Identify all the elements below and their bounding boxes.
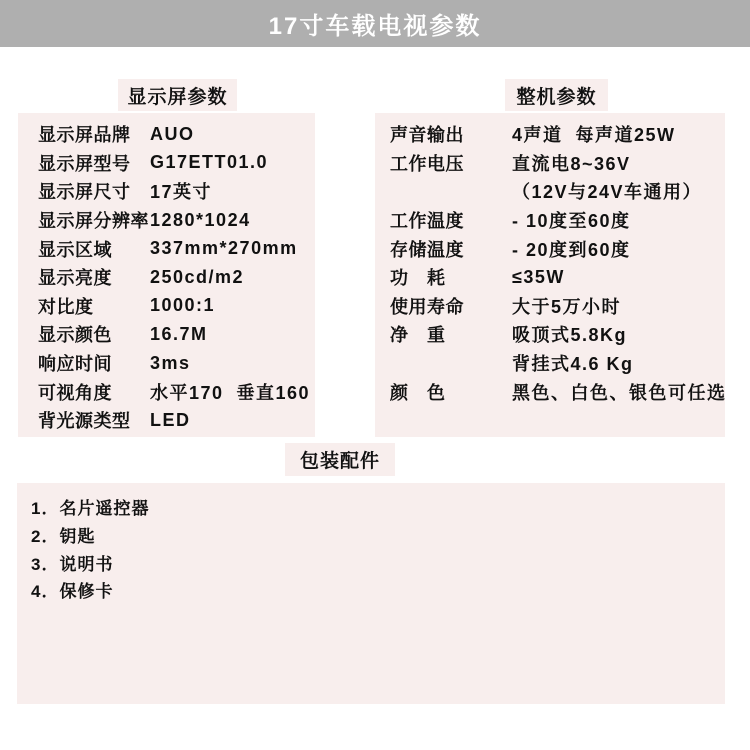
spec-label: 响应时间 xyxy=(38,354,112,375)
spec-row xyxy=(38,349,315,378)
spec-label: 功 耗 xyxy=(390,268,446,289)
spec-value: ≤35W xyxy=(512,266,565,287)
package-item: 4．保修卡 xyxy=(31,582,114,602)
spec-row xyxy=(390,120,725,149)
spec-value: 1280*1024 xyxy=(150,209,251,230)
package-panel-heading: 包装配件 xyxy=(285,443,395,476)
spec-label: 净 重 xyxy=(390,325,446,346)
spec-value: 17英寸 xyxy=(150,182,213,203)
spec-row xyxy=(390,292,725,321)
machine-panel-heading: 整机参数 xyxy=(505,79,608,111)
spec-value: 黑色、白色、银色可任选 xyxy=(512,382,727,403)
spec-label: 对比度 xyxy=(38,296,94,317)
spec-row xyxy=(38,206,315,235)
spec-row xyxy=(390,263,725,292)
display-panel xyxy=(18,113,315,437)
spec-label: 工作电压 xyxy=(390,153,464,174)
spec-value: - 20度到60度 xyxy=(512,239,631,260)
spec-value: （12V与24V车通用） xyxy=(512,182,703,203)
spec-row xyxy=(38,263,315,292)
spec-value: 直流电8~36V xyxy=(512,153,631,174)
spec-value: 337mm*270mm xyxy=(150,238,298,259)
spec-row xyxy=(38,149,315,178)
spec-label: 显示屏尺寸 xyxy=(38,182,131,203)
spec-row xyxy=(390,177,725,206)
spec-value: 250cd/m2 xyxy=(150,266,245,287)
spec-label: 显示屏分辨率 xyxy=(38,211,149,232)
spec-label: 显示屏型号 xyxy=(38,153,131,174)
spec-label: 工作温度 xyxy=(390,211,464,232)
spec-label: 显示颜色 xyxy=(38,325,112,346)
package-item: 3．说明书 xyxy=(31,554,114,574)
spec-row xyxy=(38,292,315,321)
package-panel xyxy=(17,483,725,704)
page-title: 17寸车载电视参数 xyxy=(268,13,482,40)
spec-value: 16.7M xyxy=(150,323,208,344)
spec-label: 颜 色 xyxy=(390,382,446,403)
spec-value: 背挂式4.6 Kg xyxy=(512,354,634,375)
spec-row xyxy=(38,377,315,406)
spec-label: 显示屏品牌 xyxy=(38,125,131,146)
spec-row xyxy=(390,149,725,178)
spec-label: 背光源类型 xyxy=(38,411,131,432)
spec-value: G17ETT01.0 xyxy=(150,152,269,173)
spec-row xyxy=(390,349,725,378)
spec-value: LED xyxy=(150,409,191,430)
spec-label: 显示亮度 xyxy=(38,268,112,289)
spec-label: 可视角度 xyxy=(38,382,112,403)
spec-label: 显示区域 xyxy=(38,239,112,260)
spec-label: 使用寿命 xyxy=(390,296,464,317)
spec-value: 3ms xyxy=(150,352,191,373)
display-panel-heading: 显示屏参数 xyxy=(118,79,237,111)
spec-value: AUO xyxy=(150,123,195,144)
title-bar xyxy=(0,0,750,47)
spec-row xyxy=(390,377,725,406)
spec-row xyxy=(390,234,725,263)
spec-row xyxy=(390,320,725,349)
spec-row xyxy=(38,320,315,349)
spec-value: 水平170 垂直160 xyxy=(150,382,311,403)
spec-value: - 10度至60度 xyxy=(512,211,631,232)
spec-row xyxy=(38,234,315,263)
spec-value: 1000:1 xyxy=(150,295,216,316)
machine-panel xyxy=(375,113,725,437)
spec-value: 大于5万小时 xyxy=(512,296,622,317)
spec-value: 4声道 每声道25W xyxy=(512,125,676,146)
spec-label: 存储温度 xyxy=(390,239,464,260)
package-item: 1．名片遥控器 xyxy=(31,499,150,519)
spec-row xyxy=(38,406,315,435)
spec-row xyxy=(390,206,725,235)
package-item: 2．钥匙 xyxy=(31,527,96,547)
spec-value: 吸顶式5.8Kg xyxy=(512,325,628,346)
spec-label: 声音输出 xyxy=(390,125,464,146)
spec-row xyxy=(38,120,315,149)
spec-row xyxy=(38,177,315,206)
